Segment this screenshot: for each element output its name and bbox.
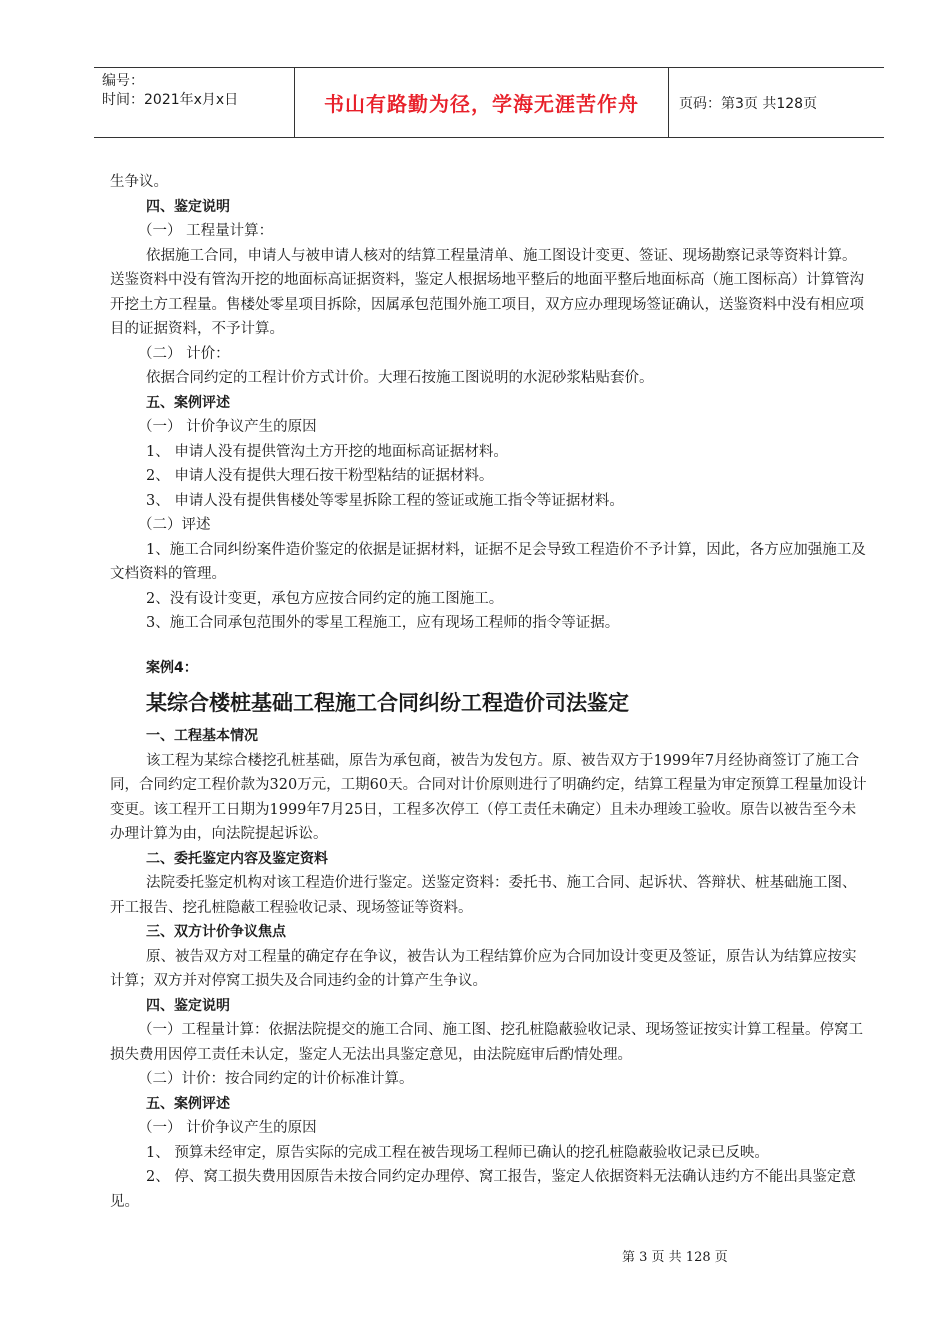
paragraph: 2、 停、窝工损失费用因原告未按合同约定办理停、窝工报告，鉴定人依据资料无法确认违约方不能出具鉴定意见。 (110, 1169, 856, 1210)
paragraph: 生争议。 (110, 174, 168, 190)
header-meta (94, 68, 295, 137)
paragraph: （一）工程量计算：依据法院提交的施工合同、施工图、挖孔桩隐蔽验收记录、现场签证按实计算工程量。停窝工损失费用因停工责任未认定，鉴定人无法出具鉴定意见，由法院庭审后酌情处理。 (110, 1022, 863, 1063)
paragraph: （二）计价：按合同约定的计价标准计算。 (138, 1071, 414, 1087)
paragraph: （二）评述 (138, 517, 211, 533)
paragraph: 该工程为某综合楼挖孔桩基础，原告为承包商，被告为发包方。原、被告双方于1999年7月经协商签订了施工合同，合同约定工程价款为320万元，工期60天。合同对计价原则进行了明确约定，结算工程量为审定预算工程量加设计变更。该工程开工日期为1999年7月25日，工程多次停工（停工责任未确定）且未办理竣工验收。原告以被告至今未办理计算为由，向法院提起诉讼。 (110, 752, 867, 842)
paragraph: （二） 计价： (138, 345, 230, 362)
paragraph: 原、被告双方对工程量的确定存在争议，被告认为工程结算价应为合同加设计变更及签证，原告认为结算应按实计算；双方并对停窝工损失及合同违约金的计算产生争议。 (110, 948, 857, 989)
page-number-label: 页码：第3页 共128页 (679, 95, 818, 112)
paragraph: 依据合同约定的工程计价方式计价。大理石按施工图说明的水泥砂浆粘贴套价。 (146, 370, 654, 386)
motto-text: 书山有路勤为径，学海无涯苦作舟 (324, 92, 639, 116)
header-page-cell (669, 68, 884, 137)
page-header (94, 67, 884, 138)
paragraph: 3、施工合同承包范围外的零星工程施工，应有现场工程师的指令等证据。 (146, 615, 620, 631)
header-motto-cell (295, 68, 669, 137)
section-heading: 三、双方计价争议焦点 (146, 924, 286, 940)
paragraph: 1、 申请人没有提供管沟土方开挖的地面标高证据材料。 (146, 443, 508, 460)
paragraph: （一） 计价争议产生的原因 (138, 1120, 317, 1136)
section-heading: 四、鉴定说明 (146, 198, 230, 215)
paragraph: 2、没有设计变更，承包方应按合同约定的施工图施工。 (146, 590, 504, 607)
section-heading: 五、案例评述 (146, 394, 230, 411)
paragraph: 1、 预算未经审定，原告实际的完成工程在被告现场工程师已确认的挖孔桩隐蔽验收记录已反映。 (146, 1144, 769, 1161)
paragraph: 2、 申请人没有提供大理石按干粉型粘结的证据材料。 (146, 468, 494, 484)
section-heading: 四、鉴定说明 (146, 997, 230, 1014)
paragraph: 法院委托鉴定机构对该工程造价进行鉴定。送鉴定资料：委托书、施工合同、起诉状、答辩状、桩基础施工图、开工报告、挖孔桩隐蔽工程验收记录、现场签证等资料。 (110, 875, 857, 916)
section-heading: 一、工程基本情况 (146, 728, 258, 744)
section-heading: 案例4： (146, 659, 198, 676)
paragraph: 1、施工合同纠纷案件造价鉴定的依据是证据材料，证据不足会导致工程造价不予计算，因此，各方应加强施工及文档资料的管理。 (110, 541, 866, 582)
number-label: 编号： (102, 73, 144, 89)
time-label: 时间：2021年x月x日 (102, 92, 239, 108)
paragraph: （一） 计价争议产生的原因 (138, 419, 317, 435)
paragraph: 依据施工合同，申请人与被申请人核对的结算工程量清单、施工图设计变更、签证、现场勘察记录等资料计算。送鉴资料中没有管沟开挖的地面标高证据资料，鉴定人根据场地平整后的地面平整后地面标高（施工图标高）计算管沟开挖土方工程量。售楼处零星项目拆除，因属承包范围外施工项目，双方应办理现场签证确认，送鉴资料中没有相应项目的证据资料，不予计算。 (110, 247, 864, 337)
spacer (110, 636, 870, 656)
case-title: 某综合楼桩基础工程施工合同纠纷工程造价司法鉴定 (146, 691, 629, 715)
section-heading: 二、委托鉴定内容及鉴定资料 (146, 850, 328, 867)
section-heading: 五、案例评述 (146, 1095, 230, 1112)
document-body (110, 170, 870, 1214)
page-footer: 第 3 页 共 128 页 (622, 1250, 728, 1265)
paragraph: （一） 工程量计算： (138, 223, 274, 239)
paragraph: 3、 申请人没有提供售楼处等零星拆除工程的签证或施工指令等证据材料。 (146, 492, 624, 509)
